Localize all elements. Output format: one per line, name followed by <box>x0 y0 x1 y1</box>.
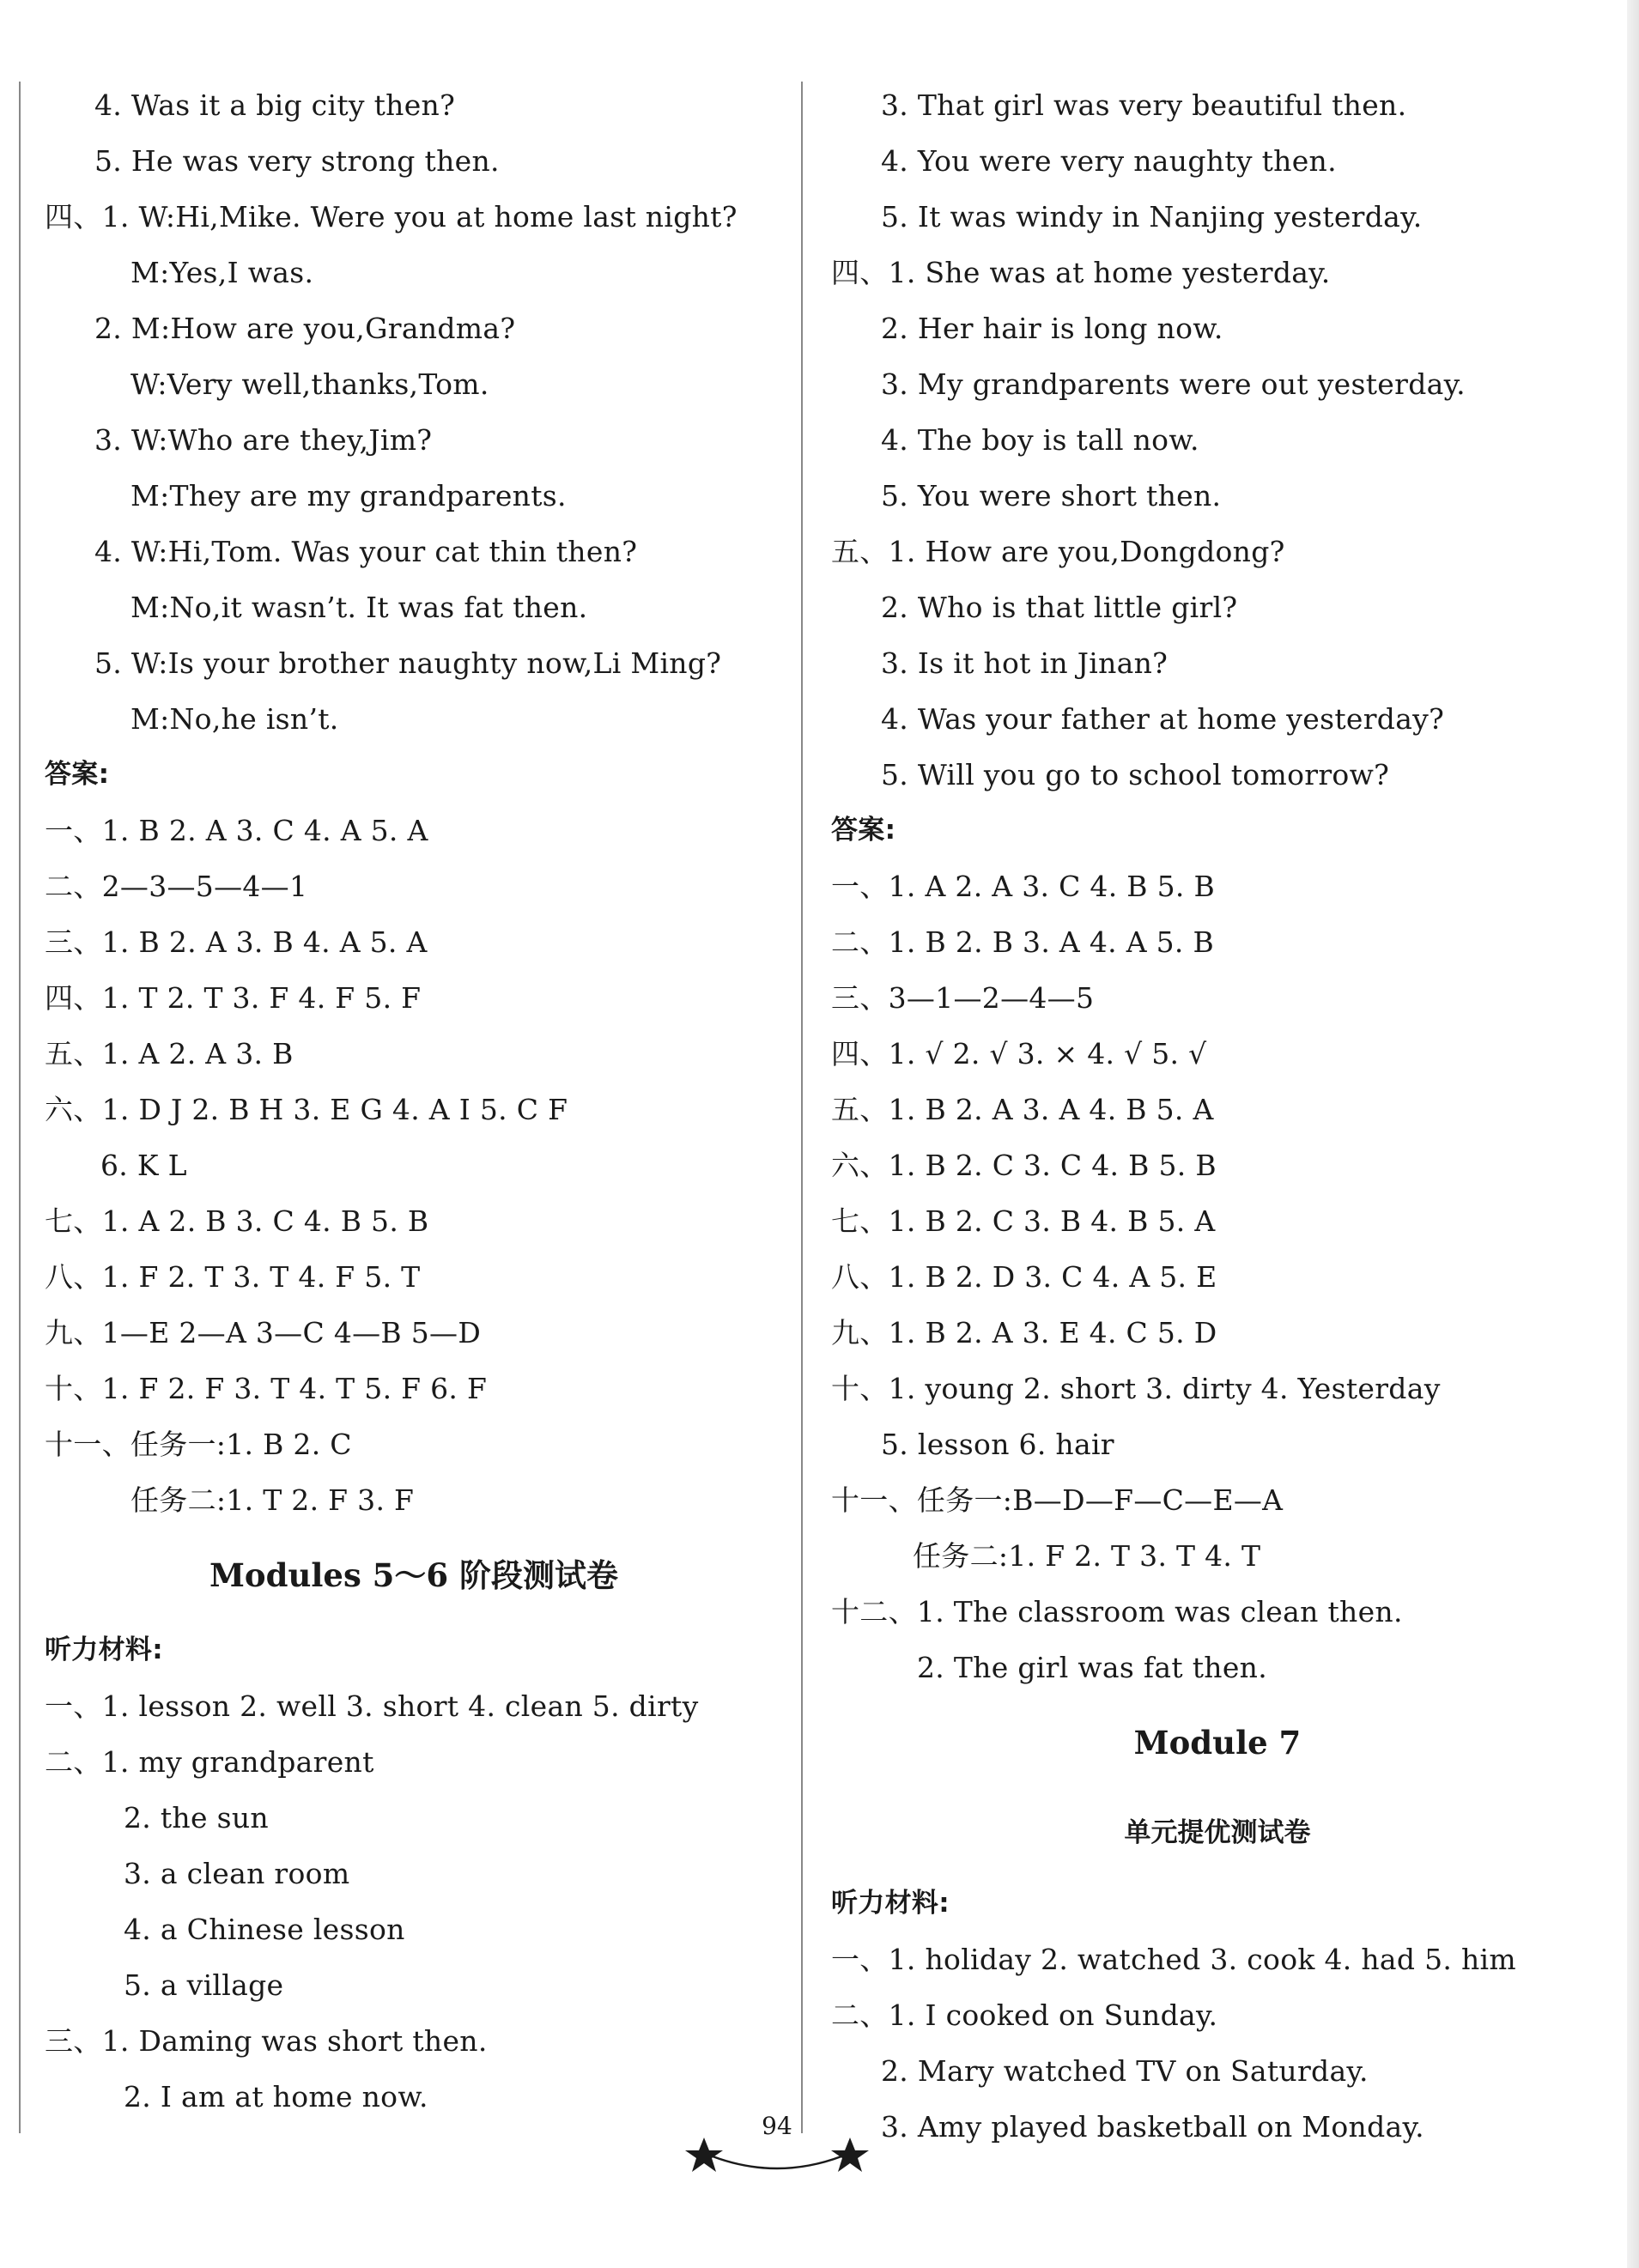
answer-line: 2. The girl was fat then. <box>917 1651 1268 1684</box>
answer-line: 三、3—1—2—4—5 <box>831 981 1095 1015</box>
text-line: 5. Will you go to school tomorrow? <box>881 758 1390 791</box>
text-line: 2. M:How are you,Grandma? <box>94 312 516 345</box>
text-line: 3. That girl was very beautiful then. <box>881 88 1407 122</box>
answer-line: 任务二:1. T 2. F 3. F <box>131 1483 415 1517</box>
answer-line: 二、1. B 2. B 3. A 4. A 5. B <box>831 925 1215 959</box>
answers-label: 答案: <box>831 815 896 846</box>
text-line: M:Yes,I was. <box>131 256 314 289</box>
answer-line: 七、1. A 2. B 3. C 4. B 5. B <box>45 1204 429 1238</box>
answer-line: 七、1. B 2. C 3. B 4. B 5. A <box>831 1204 1216 1238</box>
left-column <box>45 77 783 2125</box>
answer-line: 十、1. young 2. short 3. dirty 4. Yesterday <box>831 1372 1441 1405</box>
text-line: 2. Who is that little girl? <box>881 591 1238 624</box>
text-line: 4. The boy is tall now. <box>881 423 1199 457</box>
text-line: 5. W:Is your brother naughty now,Li Ming? <box>94 646 722 680</box>
answer-line: 八、1. F 2. T 3. T 4. F 5. T <box>45 1260 421 1294</box>
answer-line: 任务二:1. F 2. T 3. T 4. T <box>913 1539 1261 1573</box>
listening-line: 2. the sun <box>124 1801 269 1834</box>
text-line: 五、1. How are you,Dongdong? <box>831 535 1285 568</box>
page-number: 94 <box>762 2112 792 2140</box>
column-divider <box>801 82 803 2133</box>
answer-line: 六、1. B 2. C 3. C 4. B 5. B <box>831 1149 1217 1182</box>
listening-line: 4. a Chinese lesson <box>124 1913 405 1946</box>
listening-line: 3. a clean room <box>124 1857 350 1890</box>
listening-line: 3. Amy played basketball on Monday. <box>881 2110 1424 2144</box>
answer-line: 六、1. D J 2. B H 3. E G 4. A I 5. C F <box>45 1093 568 1126</box>
answer-line: 三、1. B 2. A 3. B 4. A 5. A <box>45 925 428 959</box>
answer-line: 十、1. F 2. F 3. T 4. T 5. F 6. F <box>45 1372 488 1405</box>
text-line: W:Very well,thanks,Tom. <box>131 367 489 401</box>
text-line: 5. You were short then. <box>881 479 1222 512</box>
text-line: M:They are my grandparents. <box>131 479 567 512</box>
left-margin-rule <box>19 82 21 2133</box>
text-line: M:No,he isn’t. <box>131 702 339 736</box>
text-line: 5. It was windy in Nanjing yesterday. <box>881 200 1423 233</box>
answer-line: 五、1. B 2. A 3. A 4. B 5. A <box>831 1093 1214 1126</box>
answer-line: 九、1. B 2. A 3. E 4. C 5. D <box>831 1316 1217 1349</box>
answer-line: 九、1—E 2—A 3—C 4—B 5—D <box>45 1316 482 1349</box>
answer-line: 十一、任务一:1. B 2. C <box>45 1428 352 1461</box>
text-line: M:No,it wasn’t. It was fat then. <box>131 591 588 624</box>
answer-line: 四、1. √ 2. √ 3. × 4. √ 5. √ <box>831 1037 1207 1070</box>
listening-line: 二、1. I cooked on Sunday. <box>831 1998 1218 2032</box>
answer-line: 四、1. T 2. T 3. F 4. F 5. F <box>45 981 422 1015</box>
answer-line: 十二、1. The classroom was clean then. <box>831 1595 1403 1628</box>
answer-line: 五、1. A 2. A 3. B <box>45 1037 294 1070</box>
section-title: Modules 5～6 阶段测试卷 <box>209 1556 619 1594</box>
answers-label: 答案: <box>45 759 110 790</box>
text-line: 4. Was it a big city then? <box>94 88 456 122</box>
text-line: 3. My grandparents were out yesterday. <box>881 367 1466 401</box>
text-line: 3. Is it hot in Jinan? <box>881 646 1169 680</box>
text-line: 3. W:Who are they,Jim? <box>94 423 433 457</box>
answer-line: 一、1. A 2. A 3. C 4. B 5. B <box>831 870 1216 903</box>
text-line: 4. W:Hi,Tom. Was your cat thin then? <box>94 535 638 568</box>
answer-line: 一、1. B 2. A 3. C 4. A 5. A <box>45 814 428 847</box>
module-title: Module 7 <box>1133 1724 1302 1762</box>
answer-line: 八、1. B 2. D 3. C 4. A 5. E <box>831 1260 1217 1294</box>
listening-line: 2. Mary watched TV on Saturday. <box>881 2054 1369 2088</box>
listening-label: 听力材料: <box>45 1634 163 1665</box>
page-edge-shadow <box>1627 0 1639 2268</box>
page-footer <box>678 2112 876 2180</box>
listening-line: 二、1. my grandparent <box>45 1745 374 1779</box>
text-line: 4. Was your father at home yesterday? <box>881 702 1445 736</box>
answer-line: 6. K L <box>100 1149 187 1182</box>
listening-line: 三、1. Daming was short then. <box>45 2024 488 2058</box>
text-line: 4. You were very naughty then. <box>881 144 1337 178</box>
answer-line: 二、2—3—5—4—1 <box>45 870 308 903</box>
text-line: 四、1. She was at home yesterday. <box>831 256 1331 289</box>
listening-label: 听力材料: <box>831 1888 950 1919</box>
text-line: 2. Her hair is long now. <box>881 312 1223 345</box>
listening-line: 一、1. holiday 2. watched 3. cook 4. had 5. him <box>831 1943 1516 1976</box>
listening-line: 5. a village <box>124 1968 284 2002</box>
listening-line: 2. I am at home now. <box>124 2080 428 2113</box>
listening-line: 一、1. lesson 2. well 3. short 4. clean 5. dirty <box>45 1689 699 1723</box>
right-column <box>831 77 1604 2155</box>
unit-test-title: 单元提优测试卷 <box>1124 1817 1311 1848</box>
text-line: 四、1. W:Hi,Mike. Were you at home last night? <box>45 200 738 233</box>
answer-line: 5. lesson 6. hair <box>881 1428 1114 1461</box>
text-line: 5. He was very strong then. <box>94 144 500 178</box>
answer-line: 十一、任务一:B—D—F—C—E—A <box>831 1483 1284 1517</box>
